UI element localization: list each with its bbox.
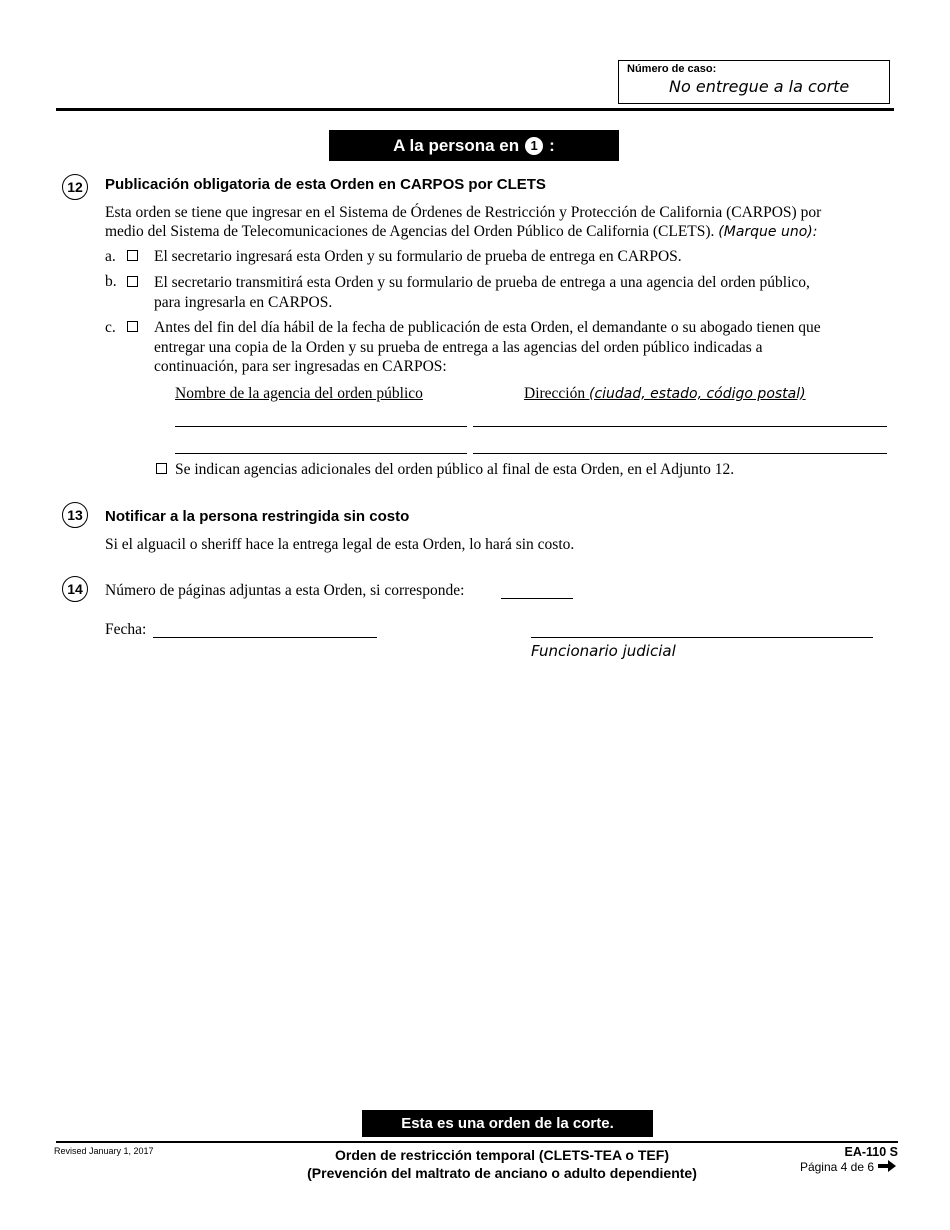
footer-divider (56, 1141, 898, 1143)
option-c-checkbox[interactable] (127, 321, 138, 332)
attached-pages-field[interactable] (501, 598, 573, 599)
agency-address-field-1[interactable] (473, 426, 887, 427)
item-12-number: 12 (62, 174, 88, 200)
option-c-line2: entregar una copia de la Orden y su prueba de entrega a las agencias del orden público indicadas a (154, 339, 763, 356)
agency-name-field-2[interactable] (175, 453, 467, 454)
attached-pages-label: Número de páginas adjuntas a esta Orden, si corresponde: (105, 582, 465, 599)
address-column-header: Dirección (ciudad, estado, código postal) (524, 385, 806, 402)
form-title (250, 1146, 754, 1182)
agency-address-field-2[interactable] (473, 453, 887, 454)
signature-label: Funcionario judicial (531, 642, 676, 660)
option-c-line3: continuación, para ser ingresadas en CARPOS: (154, 358, 447, 375)
item-13-number: 13 (62, 502, 88, 528)
section-banner-number: 1 (525, 137, 543, 155)
agency-column-header: Nombre de la agencia del orden público (175, 385, 423, 402)
revised-date: Revised January 1, 2017 (54, 1146, 154, 1156)
option-b-letter: b. (105, 273, 117, 290)
item-12-intro-note: (Marque uno): (718, 224, 818, 240)
section-banner-suffix: : (549, 135, 555, 155)
court-order-banner: Esta es una orden de la corte. (362, 1110, 653, 1137)
item-13-title: Notificar a la persona restringida sin costo (105, 508, 410, 525)
page-indicator: Página 4 de 6 (799, 1160, 874, 1174)
option-a-letter: a. (105, 248, 116, 265)
item-12-title: Publicación obligatoria de esta Orden en CARPOS por CLETS (105, 176, 546, 193)
date-label: Fecha: (105, 621, 147, 638)
item-12-intro-line1: Esta orden se tiene que ingresar en el Sistema de Órdenes de Restricción y Protección de California (CARPOS) por (105, 204, 822, 221)
signature-field[interactable] (531, 637, 873, 638)
section-banner-text: A la persona en (393, 135, 520, 155)
case-number-value[interactable]: No entregue a la corte (669, 77, 850, 96)
item-13-text: Si el alguacil o sheriff hace la entrega legal de esta Orden, lo hará sin costo. (105, 536, 575, 553)
item-14-number: 14 (62, 576, 88, 602)
option-a-checkbox[interactable] (127, 250, 138, 261)
additional-agencies-text: Se indican agencias adicionales del orden público al final de esta Orden, en el Adjunto 12. (175, 461, 735, 478)
item-12-intro-line2: medio del Sistema de Telecomunicaciones de Agencias del Orden Público de California (CLETS). (Marque uno): (105, 223, 818, 240)
case-number-box (618, 60, 890, 104)
additional-agencies-checkbox[interactable] (156, 463, 167, 474)
option-c-line1: Antes del fin del día hábil de la fecha de publicación de esta Orden, el demandante o su abogado tienen que (154, 319, 821, 336)
section-banner (329, 130, 619, 161)
agency-name-field-1[interactable] (175, 426, 467, 427)
option-a-text: El secretario ingresará esta Orden y su formulario de prueba de entrega en CARPOS. (154, 248, 682, 265)
address-column-note: (ciudad, estado, código postal) (588, 386, 806, 402)
top-divider (56, 108, 894, 111)
next-page-arrow-icon (877, 1159, 897, 1173)
option-b-checkbox[interactable] (127, 276, 138, 287)
option-b-line2: para ingresarla en CARPOS. (154, 294, 333, 311)
case-number-label: Número de caso: (627, 63, 717, 75)
option-b-line1: El secretario transmitirá esta Orden y su formulario de prueba de entrega a una agencia del orden público, (154, 274, 810, 291)
form-title-line1: Orden de restricción temporal (CLETS-TEA o TEF) (335, 1147, 669, 1163)
option-c-letter: c. (105, 319, 116, 336)
form-number: EA-110 S (844, 1145, 898, 1159)
date-field[interactable] (153, 637, 377, 638)
form-title-line2: (Prevención del maltrato de anciano o adulto dependiente) (307, 1165, 697, 1181)
